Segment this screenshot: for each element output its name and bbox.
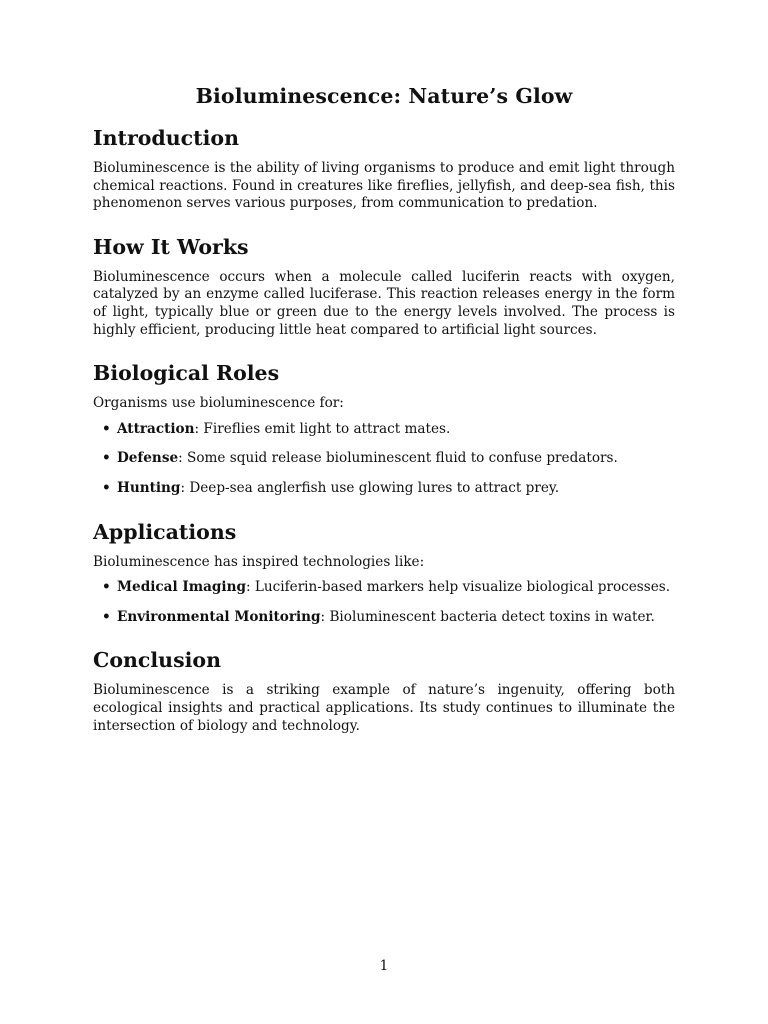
section-paragraph: Bioluminescence occurs when a molecule called luciferin reacts with oxygen, catalyzed by an enzyme called luciferase. This reaction releases energy in the form of light, typically blue or green due to the energy levels involved. The process is highly efficient, producing little heat compared to artificial light sources. <box>93 268 675 338</box>
list-item-term: Attraction <box>117 420 195 437</box>
list-item-term: Hunting <box>117 479 181 496</box>
bullet-icon: • <box>102 479 111 496</box>
section-applications <box>93 520 675 627</box>
section-paragraph: Bioluminescence is a striking example of nature’s ingenuity, offering both ecological insights and practical applications. Its study continues to illuminate the intersection of biology and technology. <box>93 682 675 734</box>
list-item-text: : Deep-sea anglerfish use glowing lures to attract prey. <box>180 479 560 496</box>
bullet-icon: • <box>102 608 111 625</box>
section-paragraph: Organisms use bioluminescence for: <box>93 395 344 412</box>
list-item <box>102 450 675 468</box>
page-number: 1 <box>379 958 389 974</box>
section-heading: How It Works <box>93 234 249 259</box>
section-heading: Applications <box>93 519 237 544</box>
bullet-icon: • <box>102 579 111 596</box>
list-item-text: : Fireflies emit light to attract mates. <box>194 420 451 437</box>
section-paragraph: Bioluminescence has inspired technologies like: <box>93 553 425 570</box>
bullet-icon: • <box>102 420 111 437</box>
section-introduction <box>93 126 675 213</box>
list-item-text: : Some squid release bioluminescent fluid to confuse predators. <box>178 450 618 467</box>
section-heading: Conclusion <box>93 648 221 673</box>
list-item-term: Medical Imaging <box>117 579 246 596</box>
section-paragraph: Bioluminescence is the ability of living organisms to produce and emit light through chemical reactions. Found in creatures like fireflies, jellyfish, and deep-sea fish, this phenomenon serves various purposes, from communication to predation. <box>93 160 675 212</box>
section-biological-roles <box>93 361 675 497</box>
bullet-icon: • <box>102 450 111 467</box>
list-item <box>102 479 675 498</box>
list-item-term: Environmental Monitoring <box>117 608 321 625</box>
section-heading: Biological Roles <box>93 361 280 386</box>
list-item-text: : Luciferin-based markers help visualize biological processes. <box>245 579 671 596</box>
list-item <box>102 420 675 439</box>
bullet-list <box>93 421 675 498</box>
section-heading: Introduction <box>93 126 239 150</box>
document-title: Bioluminescence: Nature’s Glow <box>195 84 573 108</box>
document-page <box>93 84 675 757</box>
section-how-it-works <box>93 235 675 339</box>
bullet-list <box>93 579 675 626</box>
list-item-term: Defense <box>117 450 179 467</box>
list-item <box>102 579 675 597</box>
list-item-text: : Bioluminescent bacteria detect toxins in water. <box>320 608 655 625</box>
section-conclusion <box>93 648 675 735</box>
list-item <box>102 608 675 627</box>
